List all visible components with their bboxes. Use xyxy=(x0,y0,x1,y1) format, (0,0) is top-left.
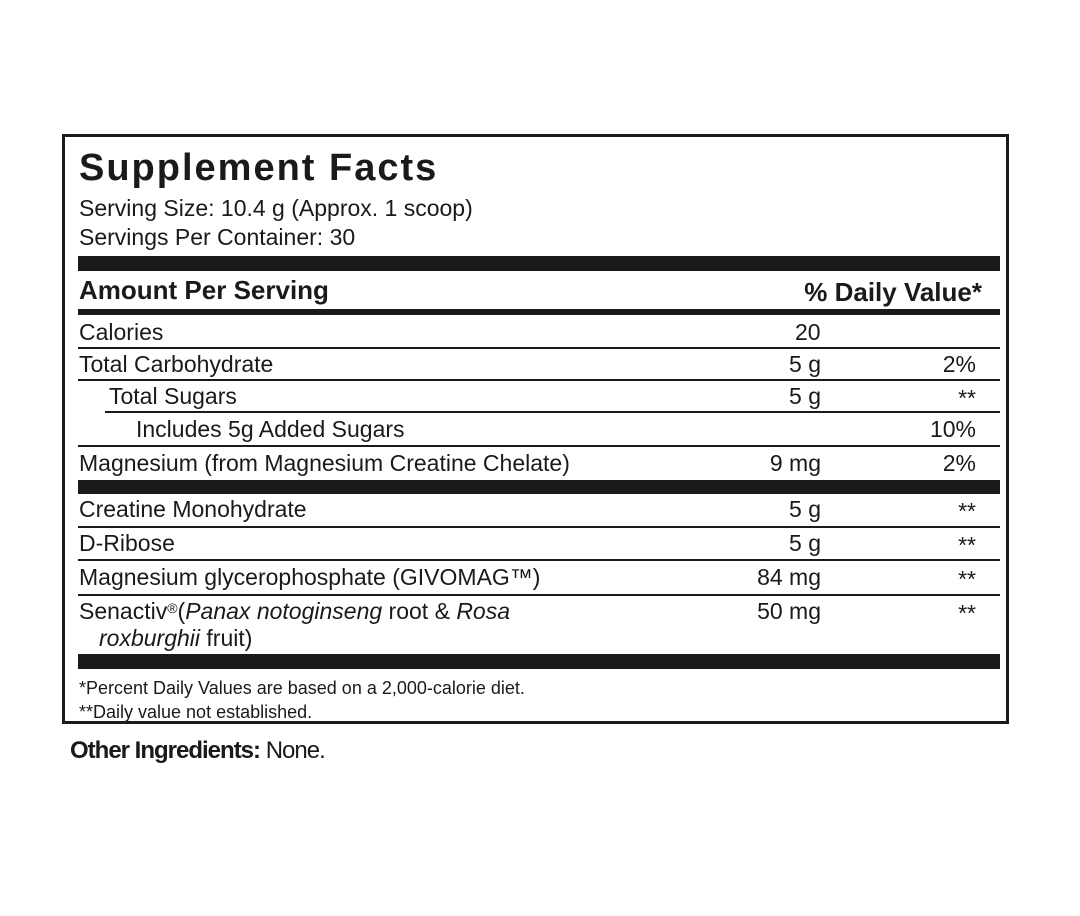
row-divider xyxy=(78,594,1000,596)
nutrient-name: Total Sugars xyxy=(109,383,237,409)
nutrient-daily-value: 2% xyxy=(942,450,976,476)
plant-part: fruit) xyxy=(200,625,253,651)
ingredient-daily-value: ** xyxy=(958,566,976,592)
ingredient-name: Magnesium glycerophosphate (GIVOMAG™) xyxy=(79,564,541,590)
footnote-not-established: **Daily value not established. xyxy=(79,702,313,722)
nutrient-amount: 9 mg xyxy=(769,450,821,476)
species-name: Panax notoginseng xyxy=(185,598,383,624)
species-name: Rosa xyxy=(456,598,511,624)
other-ingredients-value: None. xyxy=(260,737,325,764)
nutrient-daily-value: 2% xyxy=(942,351,976,377)
ingredient-amount: 84 mg xyxy=(757,564,821,590)
supplement-facts-panel xyxy=(62,134,1009,724)
ingredient-amount: 50 mg xyxy=(757,598,821,624)
ingredient-amount: 5 g xyxy=(789,530,821,556)
ingredient-amount: 5 g xyxy=(789,496,821,522)
footnote-percent-daily-value: *Percent Daily Values are based on a 2,000-calorie diet. xyxy=(79,678,525,698)
nutrient-name: Calories xyxy=(79,319,164,345)
nutrient-name: Includes 5g Added Sugars xyxy=(136,416,405,442)
paren-open: ( xyxy=(177,598,186,624)
connector-text: root & xyxy=(382,598,457,624)
other-ingredients-label: Other Ingredients: xyxy=(70,737,261,764)
nutrient-name: Total Carbohydrate xyxy=(79,351,274,377)
thick-bar-bottom xyxy=(78,654,1000,669)
other-ingredients xyxy=(70,737,325,765)
servings-per-container: Servings Per Container: 30 xyxy=(79,224,356,250)
row-divider xyxy=(78,379,1000,381)
serving-size: Serving Size: 10.4 g (Approx. 1 scoop) xyxy=(79,195,473,221)
species-name: roxburghii xyxy=(99,625,200,651)
nutrient-daily-value: 10% xyxy=(929,416,976,442)
ingredient-name-continued xyxy=(99,625,252,652)
ingredient-name xyxy=(79,598,510,625)
row-divider xyxy=(78,559,1000,561)
medium-bar xyxy=(78,309,1000,315)
daily-value-header: % Daily Value* xyxy=(804,277,982,307)
ingredient-name: Creatine Monohydrate xyxy=(79,496,307,522)
ingredient-daily-value: ** xyxy=(958,600,976,626)
row-divider xyxy=(78,526,1000,528)
ingredient-daily-value: ** xyxy=(958,532,976,558)
amount-per-serving-header: Amount Per Serving xyxy=(79,275,329,305)
nutrient-daily-value: ** xyxy=(958,385,976,411)
nutrient-name: Magnesium (from Magnesium Creatine Chelate) xyxy=(79,450,570,476)
thick-bar-middle xyxy=(78,480,1000,494)
nutrient-amount: 20 xyxy=(795,319,821,345)
panel-title: Supplement Facts xyxy=(79,147,439,189)
row-divider xyxy=(78,347,1000,349)
nutrient-amount: 5 g xyxy=(789,351,821,377)
ingredient-name: D-Ribose xyxy=(79,530,175,556)
thick-bar-top xyxy=(78,256,1000,271)
row-divider xyxy=(78,445,1000,447)
brand-name: Senactiv xyxy=(79,598,168,624)
registered-mark: ® xyxy=(167,600,178,616)
nutrient-amount: 5 g xyxy=(789,383,821,409)
ingredient-daily-value: ** xyxy=(958,498,976,524)
row-divider xyxy=(105,411,1000,413)
